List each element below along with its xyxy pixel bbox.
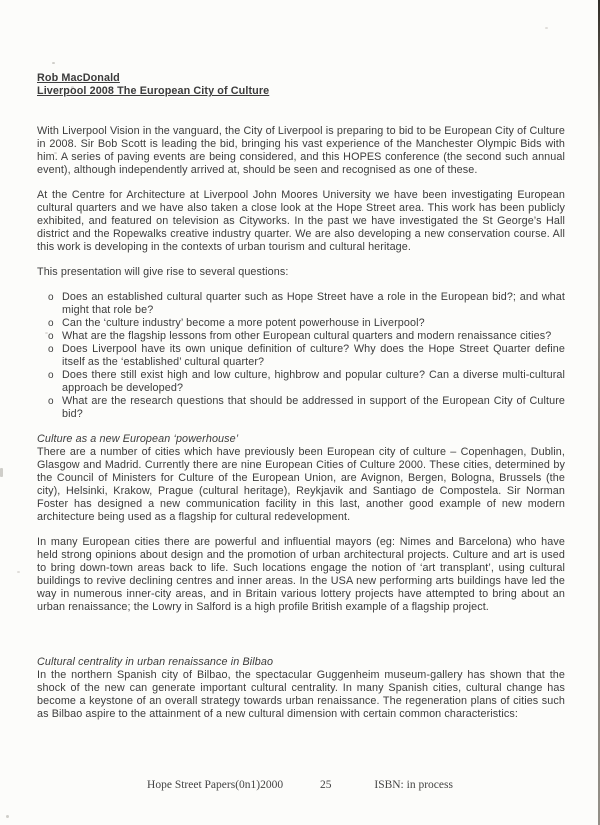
footer-page-number: 25 xyxy=(319,779,332,791)
author-name: Rob MacDonald xyxy=(37,72,120,84)
intro-paragraph-1: With Liverpool Vision in the vanguard, the City of Liverpool is preparing to bid to be European City of Culture in 2008. Sir Bob Scott is leading the bid, bringing his vast experience of the Manchester Olympic Bids with him. A series of paving events are being considered, and this HOPES conference (the second such annual event), although independently arrived at, should be seen and recognised as one of these. xyxy=(37,125,565,176)
section-paragraph: In many European cities there are powerful and influential mayors (eg: Nimes and Barcelona) who have held strong opinions about design and the promotion of urban architectural projects. Culture and art is used to bring down-town areas back to life. Such locations engage the notion of ‘art transplant’, using cultural buildings to revive declining centres and inner areas. In the USA new performing arts buildings have led the way in numerous inner-city areas, and in Britain various lottery projects have attempted to bring about an urban renaissance; the Lowry in Salford is a high profile British example of a flagship project. xyxy=(37,536,565,613)
section-paragraph: There are a number of cities which have previously been European city of culture – Copenhagen, Dublin, Glasgow and Madrid. Currently there are nine European Cities of Culture 2000. These cities, determined by the Council of Ministers for Culture of the European Union, are Avignon, Bergen, Bologna, Brussels (the city), Helsinki, Krakow, Prague (cultural heritage), Reykjavik and Santiago de Compostela. Sir Norman Foster has designed a new communication facility in this last, another good example of new modern architecture being used as a flagship for cultural redevelopment. xyxy=(37,446,565,523)
bullet-circle-icon: o xyxy=(48,331,54,342)
intro-paragraph-2: At the Centre for Architecture at Liverpool John Moores University we have been investigating European cultural quarters and we have also taken a close look at the Hope Street area. This work has been publicly exhibited, and featured on television as Cityworks. In the past we have investigated the St George’s Hall district and the Ropewalks creative industry quarter. We are also developing a new conservation course. All this work is developing in the contexts of urban tourism and cultural heritage. xyxy=(37,189,565,253)
bullet-circle-icon: o xyxy=(48,318,54,329)
question-text: What are the flagship lessons from other European cultural quarters and modern renaissance cities? xyxy=(62,330,552,342)
page-footer xyxy=(0,779,600,791)
section-bilbao xyxy=(37,656,565,721)
bullet-circle-icon: o xyxy=(48,344,54,355)
question-text: Does there still exist high and low culture, highbrow and popular culture? Can a diverse multi-cultural approach be developed? xyxy=(62,369,565,394)
question-text: Does an established cultural quarter such as Hope Street have a role in the European bid?; and what might that role be? xyxy=(62,291,565,316)
question-text: Does Liverpool have its own unique definition of culture? Why does the Hope Street Quarter define itself as the ‘established’ cultural quarter? xyxy=(62,343,565,368)
questions-intro: This presentation will give rise to several questions: xyxy=(37,266,289,278)
section-paragraph: In the northern Spanish city of Bilbao, the spectacular Guggenheim museum-gallery has shown that the shock of the new can generate important cultural centrality. In many Spanish cities, cultural change has become a keystone of an overall strategy towards urban renaissance. The regeneration plans of cities such as Bilbao aspire to the attainment of a new cultural dimension with certain common characteristics: xyxy=(37,669,565,720)
question-text: Can the ‘culture industry’ become a more potent powerhouse in Liverpool? xyxy=(62,317,425,329)
scan-speck xyxy=(17,571,20,573)
section-heading: Cultural centrality in urban renaissance in Bilbao xyxy=(37,656,274,668)
document-title: Liverpool 2008 The European City of Culture xyxy=(37,85,270,97)
section-powerhouse xyxy=(37,433,565,614)
question-text: What are the research questions that should be addressed in support of the European City of Culture bid? xyxy=(62,395,565,420)
bullet-circle-icon: o xyxy=(48,370,54,381)
questions-list xyxy=(37,291,565,421)
scan-speck xyxy=(0,468,3,477)
section-gap xyxy=(37,626,565,656)
question-item xyxy=(37,330,565,343)
footer-publication: Hope Street Papers(0n1)2000 xyxy=(147,779,284,791)
bullet-circle-icon: o xyxy=(48,396,54,407)
question-item xyxy=(37,369,565,395)
question-item xyxy=(37,291,565,317)
question-item xyxy=(37,317,565,330)
scan-speck xyxy=(545,27,548,29)
bullet-circle-icon: o xyxy=(48,292,54,303)
scan-speck xyxy=(6,815,9,818)
page-body xyxy=(37,72,565,733)
question-item xyxy=(37,343,565,369)
scan-speck xyxy=(52,62,55,64)
footer-isbn: ISBN: in process xyxy=(374,779,453,791)
section-heading: Culture as a new European ‘powerhouse’ xyxy=(37,433,239,445)
document-header xyxy=(37,72,565,98)
question-item xyxy=(37,395,565,421)
